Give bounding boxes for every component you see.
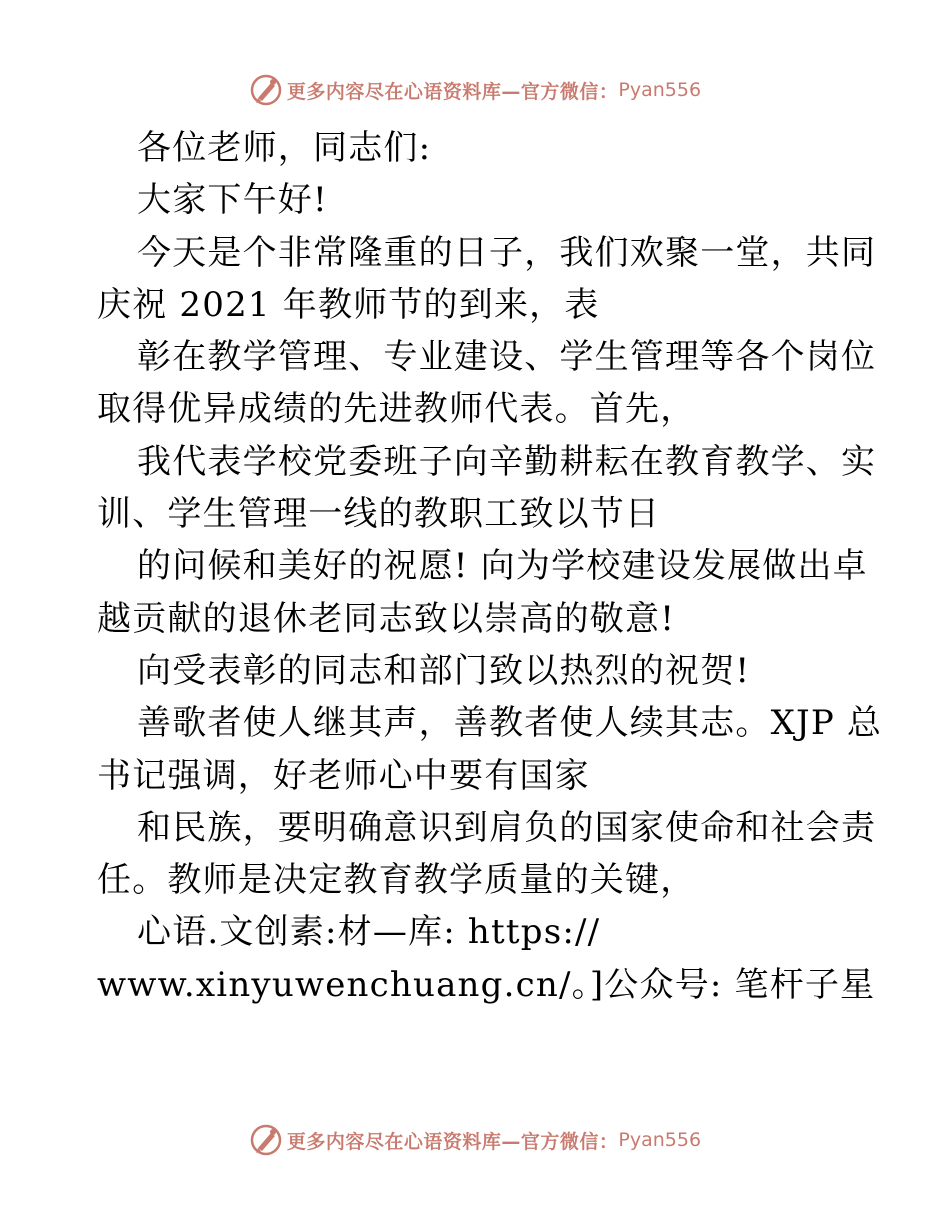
text-line: 越贡献的退休老同志致以崇高的敬意!: [97, 598, 676, 639]
text-line: 今天是个非常隆重的日子，我们欢聚一堂，共同: [137, 232, 877, 273]
footer-watermark: [0, 1120, 950, 1160]
text-line: 我代表学校党委班子向辛勤耕耘在教育教学、实: [137, 441, 877, 482]
text-line: 的问候和美好的祝愿! 向为学校建设发展做出卓: [137, 546, 868, 587]
header-watermark: [0, 70, 950, 110]
watermark-text: 更多内容尽在心语资料库—官方微信：: [286, 1130, 619, 1153]
text-line: 向受表彰的同志和部门致以热烈的祝贺!: [137, 650, 751, 691]
text-line: www.xinyuwenchuang.cn/。]公众号: 笔杆子星: [97, 964, 876, 1005]
text-line: 任。教师是决定教育教学质量的关键，: [97, 860, 696, 901]
watermark-account: Pyan556: [618, 79, 702, 101]
text-line: 善歌者使人继其声，善教者使人续其志。XJP 总: [137, 703, 883, 744]
watermark-text: 更多内容尽在心语资料库—官方微信：: [286, 80, 619, 103]
pen-logo-icon: [249, 73, 283, 107]
text-line: 和民族，要明确意识到肩负的国家使命和社会责: [137, 807, 877, 848]
text-line: 心语.文创素:材—库: https://: [137, 912, 601, 953]
pen-logo-icon: [249, 1123, 283, 1157]
text-line: 训、学生管理一线的教职工致以节日: [97, 494, 661, 535]
text-line: 各位老师，同志们:: [137, 128, 432, 168]
document-body: [97, 122, 883, 1011]
text-line: 取得优异成绩的先进教师代表。首先，: [97, 389, 696, 430]
text-line: 彰在教学管理、专业建设、学生管理等各个岗位: [137, 337, 877, 378]
text-line: 书记强调，好老师心中要有国家: [97, 755, 590, 796]
text-line: 庆祝 2021 年教师节的到来，表: [97, 284, 600, 325]
watermark-account: Pyan556: [618, 1129, 702, 1151]
text-line: 大家下午好!: [137, 180, 328, 221]
